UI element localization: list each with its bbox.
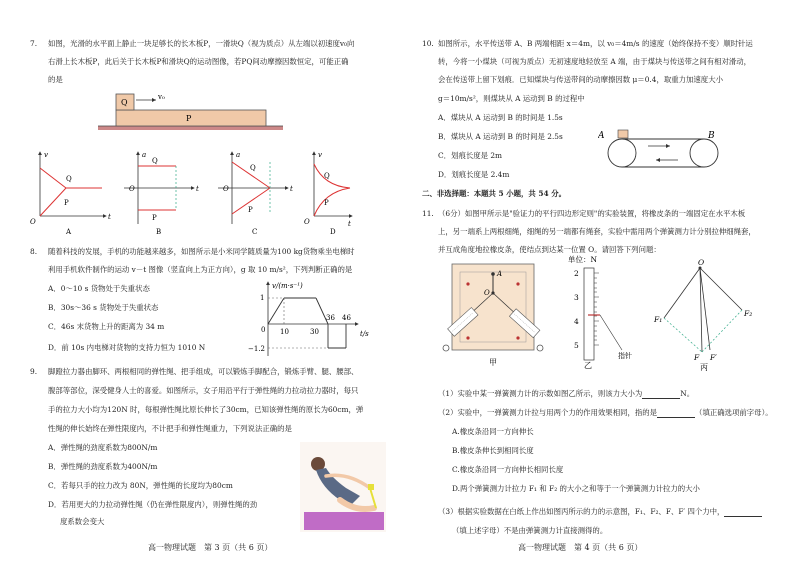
q11-line1: （6分）如图甲所示是"验证力的平行四边形定则"的实验装置，将橡皮条的一端固定在水平木板 (438, 209, 746, 218)
q10-option-b: B．煤块从 A 运动到 B 的时间是 2.5s (438, 132, 563, 141)
q9-option-b: B．弹性绳的劲度系数为400N/m (48, 462, 158, 471)
svg-text:F₂: F₂ (744, 309, 753, 318)
svg-text:O: O (484, 289, 490, 297)
q7-line1: 如图，光滑的水平面上静止一块足够长的长木板P，一滑块Q（视为质点）从左端以初速度v₀向 (48, 39, 355, 48)
q10-number: 10. (422, 39, 434, 48)
label-b: B (708, 131, 715, 141)
q11-option-a: A.橡皮条沿同一方向伸长 (452, 427, 534, 436)
fig-jia (438, 262, 548, 370)
svg-text:t/s: t/s (360, 330, 369, 338)
conveyor-belt-figure (598, 124, 728, 174)
svg-text:36: 36 (326, 314, 335, 322)
svg-text:O: O (698, 258, 705, 267)
svg-text:甲: 甲 (489, 358, 497, 367)
q11-sub3-cont: （填上述字母）不是由弹簧测力计直接测得的。 (452, 526, 608, 535)
svg-text:Q: Q (66, 175, 72, 183)
left-roller (608, 139, 636, 167)
q9-line1: 脚蹬拉力器由脚环、两根相同的弹性绳、把手组成，可以锻炼手脚配合，锻炼手臂、腿、腰部、 (48, 367, 359, 376)
label-v0: v₀ (158, 93, 165, 101)
svg-text:30: 30 (310, 328, 319, 336)
q11-option-c: C.橡皮条沿同一方向伸长相同长度 (452, 465, 564, 474)
svg-text:C: C (252, 228, 258, 236)
q10-option-d: D．划痕长度是 2.4m (438, 170, 510, 179)
svg-text:Q: Q (250, 164, 256, 172)
svg-text:2: 2 (574, 269, 579, 278)
q11-line2: 上，另一端系上两根细绳，细绳的另一端都有绳套，实验中需用两个弹簧测力计分别拉伸细绳套， (438, 227, 756, 236)
q8-number: 8. (30, 247, 38, 256)
svg-text:P: P (324, 199, 329, 207)
q8-option-b: B．30s～36 s 货物处于失重状态 (48, 303, 159, 312)
q7-number: 7. (30, 39, 38, 48)
svg-text:O: O (129, 185, 135, 193)
q9-line2: 腹部等部位，深受健身人士的喜爱。如图所示，女子用沿平行于弹性绳的力拉动拉力器时，每只 (48, 386, 359, 395)
svg-text:4: 4 (574, 317, 579, 326)
svg-text:指针: 指针 (618, 352, 632, 360)
svg-text:丙: 丙 (700, 363, 708, 372)
svg-text:1: 1 (260, 294, 265, 302)
q11-option-b: B.橡皮条伸长到相同长度 (452, 446, 534, 455)
answer-blank-1[interactable] (642, 391, 680, 399)
svg-text:单位：N: 单位：N (568, 255, 598, 264)
q11-sub2: （2）实验中，一弹簧测力计拉与用两个力的作用效果相同，指的是 （填正确选项前字母）。 (438, 408, 773, 417)
svg-text:P: P (64, 199, 69, 207)
fitness-photo (300, 442, 386, 532)
left-footer: 高一物理试题 第 3 页（共 6 页） (148, 543, 273, 552)
q8-line2: 利用手机软件制作的运动 v－t 图像（竖直向上为正方向），g 取 10 m/s²，下列判断正确的是 (48, 265, 353, 274)
svg-text:3: 3 (574, 293, 579, 302)
q8-option-c: C．46s 末货物上升的距离为 34 m (48, 322, 165, 331)
q11-number: 11. (422, 209, 434, 218)
answer-blank-2[interactable] (657, 410, 695, 418)
q10-line3: 会在传送带上留下划痕．已知煤块与传送带间的动摩擦因数 μ＝0.4，取重力加速度大小 (438, 75, 723, 84)
q8-vt-graph (246, 278, 376, 360)
q9-line4: 性绳的伸长始终在弹性限度内，不计把手和弹性绳重力，下列说法正确的是 (48, 424, 292, 433)
svg-text:t: t (196, 185, 199, 193)
svg-text:a: a (142, 151, 147, 159)
svg-text:B: B (156, 228, 162, 236)
svg-text:F: F (694, 353, 700, 362)
svg-text:Q: Q (152, 157, 158, 165)
ground-surface (98, 126, 283, 130)
svg-text:F₁: F₁ (654, 315, 663, 324)
q9-option-d-cont: 度系数会变大 (60, 517, 105, 526)
svg-text:v/(m·s⁻¹): v/(m·s⁻¹) (272, 282, 303, 290)
label-a: A (598, 131, 605, 141)
svg-text:O: O (223, 185, 229, 193)
coal-block (618, 130, 628, 138)
svg-text:0: 0 (261, 326, 266, 334)
svg-text:O: O (304, 218, 310, 226)
graph-c (218, 151, 293, 236)
right-footer: 高一物理试题 第 4 页（共 6 页） (518, 543, 643, 552)
q7-board-figure (98, 90, 298, 140)
q9-option-d: D．若用更大的力拉动弹性绳（仍在弹性限度内），则弹性绳的劲 (48, 500, 258, 509)
graph-a (30, 151, 111, 236)
svg-text:乙: 乙 (584, 361, 592, 370)
q10-option-c: C．划痕长度是 2m (438, 151, 503, 160)
q9-number: 9. (30, 367, 38, 376)
svg-text:P: P (248, 206, 253, 214)
q7-line3: 的是 (48, 75, 63, 84)
q8-option-d: D．前 10s 内电梯对货物的支持力恒为 1010 N (48, 343, 206, 352)
q9-line3: 手的拉力大小均为120N 时，每根弹性绳比原长伸长了30cm，已知该弹性绳的原长为60cm，弹 (48, 405, 364, 414)
right-page (408, 0, 796, 565)
q11-option-d: D.两个弹簧测力计拉力 F₁ 和 F₂ 的大小之和等于一个弹簧测力计拉力的大小 (452, 484, 700, 493)
svg-text:Q: Q (324, 172, 330, 180)
svg-text:a: a (236, 151, 241, 159)
svg-text:A: A (497, 270, 503, 278)
q11-line3: 并互成角度地拉橡皮条，使结点到达某一位置 O。请回答下列问题： (438, 245, 661, 254)
q10-option-a: A．煤块从 A 运动到 B 的时间是 1.5s (438, 113, 563, 122)
right-roller (690, 139, 718, 167)
answer-blank-3[interactable] (724, 509, 762, 517)
svg-text:P: P (152, 214, 157, 222)
svg-text:A: A (66, 228, 72, 236)
left-page (8, 0, 396, 565)
svg-text:5: 5 (574, 341, 579, 350)
yoga-mat (304, 512, 384, 530)
q9-option-a: A．弹性绳的劲度系数为800N/m (48, 443, 158, 452)
svg-text:−1.2: −1.2 (248, 345, 265, 353)
q11-sub1: （1）实验中某一弹簧测力计的示数如图乙所示，则该力大小为 N。 (438, 389, 695, 398)
svg-text:10: 10 (280, 328, 289, 336)
svg-text:t: t (108, 213, 111, 221)
fig-yi (566, 254, 646, 370)
svg-text:v: v (318, 151, 322, 159)
q7-line2: 右滑上长木板P，此后关于长木板P和滑块Q的运动图像，若PQ间动摩擦因数恒定，可能正确 (48, 57, 349, 66)
graph-d (304, 151, 352, 236)
label-q: Q (121, 98, 128, 107)
fig-bing (644, 256, 760, 372)
svg-text:D: D (330, 228, 336, 236)
svg-text:46: 46 (342, 314, 351, 322)
graph-b (124, 151, 199, 236)
svg-text:t: t (290, 185, 293, 193)
q10-line4: g＝10m/s²，则煤块从 A 运动到 B 的过程中 (438, 94, 585, 103)
svg-text:O: O (30, 218, 36, 226)
q10-line2: 转，今将一小煤块（可视为质点）无初速度地轻放至 A 端，由于煤块与传送带之间有相对滑动， (438, 57, 752, 66)
svg-text:F′: F′ (710, 353, 717, 362)
q8-line1: 随着科技的发展，手机的功能越来越多，如图所示是小米同学随质量为100 kg货物乘坐电梯时 (48, 247, 355, 256)
q9-option-c: C．若每只手的拉力改为 80N，弹性绳的长度均为80cm (48, 481, 233, 490)
svg-text:t: t (348, 220, 351, 228)
q7-graphs (26, 148, 356, 236)
svg-text:v: v (44, 151, 48, 159)
q11-sub3: （3）根据实验数据在白纸上作出如图丙所示的力的示意图，F₁、F₂、F、F′ 四个力中， (438, 506, 762, 517)
label-p: P (186, 114, 192, 123)
q8-option-a: A．0～10 s 货物处于失重状态 (48, 284, 150, 293)
section2-title: 二、非选择题：本题共 5 小题，共 54 分。 (422, 189, 566, 198)
q10-line1: 如图所示，水平传送带 A、B 两端相距 x＝4m，以 v₀＝4m/s 的速度（始终保持不变）顺时针运 (438, 39, 753, 48)
